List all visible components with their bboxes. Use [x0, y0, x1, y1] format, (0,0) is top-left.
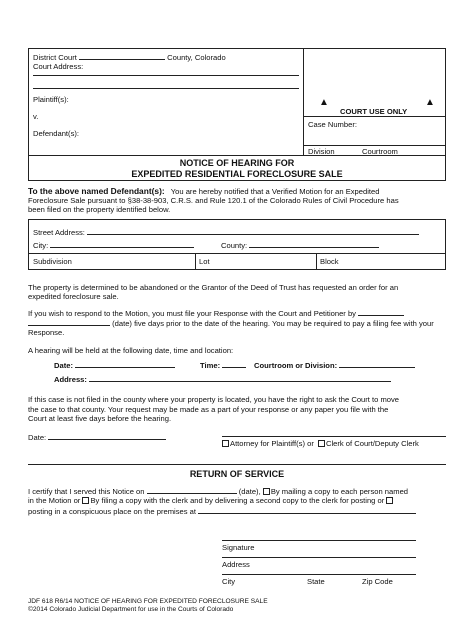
signoff-options	[222, 439, 419, 448]
footer-line-1: JDF 618 R6/14 NOTICE OF HEARING FOR EXPEDITED FORECLOSURE SALE	[28, 598, 268, 605]
return-of-service-heading: RETURN OF SERVICE	[189, 469, 285, 479]
hearing-date-field[interactable]	[75, 360, 175, 368]
title-line-1: NOTICE OF HEARING FOR	[179, 158, 295, 168]
served-on-field[interactable]	[147, 486, 237, 494]
county-line	[221, 240, 379, 250]
signoff-date-line	[28, 432, 166, 442]
attorney-option-label: Attorney for Plaintiff(s) or	[230, 439, 314, 448]
courtroom-caption-label: Courtroom	[362, 147, 398, 156]
intro-line-3: been filed on the property identified below.	[28, 205, 171, 214]
subdivision-label: Subdivision	[33, 257, 72, 266]
address-line[interactable]	[222, 557, 416, 558]
block-divider	[316, 253, 317, 270]
city-label: City:	[33, 241, 49, 250]
hearing-time-label: Time:	[200, 361, 221, 370]
street-address-field[interactable]	[87, 227, 419, 235]
signoff-signature-line[interactable]	[222, 436, 446, 437]
county-field[interactable]	[249, 240, 379, 248]
return-text-1c: By mailing a copy to each person named	[270, 487, 409, 496]
return-text-1b: (date),	[238, 487, 261, 496]
clerk-option-label: Clerk of Court/Deputy Clerk	[325, 439, 419, 448]
court-address-line-2[interactable]	[33, 88, 299, 89]
hearing-date-label: Date:	[54, 361, 73, 370]
hearing-date-line	[54, 360, 175, 370]
street-address-line	[33, 227, 419, 237]
mailing-checkbox[interactable]	[263, 488, 270, 495]
plaintiff-label: Plaintiff(s):	[33, 95, 69, 104]
court-use-only-label: COURT USE ONLY	[340, 107, 408, 116]
court-use-divider	[303, 116, 446, 117]
hearing-courtroom-line	[254, 360, 415, 370]
case-number-label: Case Number:	[308, 120, 357, 129]
return-text-1a: I certify that I served this Notice on	[28, 487, 145, 496]
city-label-return: City	[222, 577, 236, 586]
abandoned-line-1: The property is determined to be abandoned or the Grantor of the Deed of Trust has requested an order for an	[28, 283, 399, 292]
hearing-courtroom-field[interactable]	[339, 360, 415, 368]
posting-checkbox[interactable]	[386, 497, 393, 504]
versus-label: v.	[33, 112, 39, 121]
lot-divider	[195, 253, 196, 270]
respond-line-3: Response.	[28, 328, 65, 337]
intro-line-2: Foreclosure Sale pursuant to §38-38-903, C.R.S. and Rule 120.1 of the Colorado Rules of Civil Procedure has	[28, 196, 399, 205]
zip-label: Zip Code	[362, 577, 393, 586]
property-divider	[28, 253, 446, 254]
district-court-label: District Court	[33, 53, 77, 62]
return-text-2b: By filing a copy with the clerk and by delivering a second copy to the clerk for posting or	[90, 496, 385, 505]
return-top-rule	[28, 464, 446, 465]
city-line	[33, 240, 194, 250]
return-text-3: posting in a conspicuous place on the premises at	[28, 507, 197, 516]
caption-divider	[303, 48, 304, 156]
block-label: Block	[320, 257, 339, 266]
footer-line-2: ©2014 Colorado Judicial Department for use in the Courts of Colorado	[28, 606, 234, 613]
up-arrow-icon-left: ▲	[319, 97, 329, 108]
defendant-label: Defendant(s):	[33, 129, 80, 138]
county-note-line-2: the case to that county. Your request may be made as a part of your response or any paper you file with the	[28, 405, 389, 414]
court-address-line-1[interactable]	[33, 75, 299, 76]
signature-label: Signature	[222, 543, 255, 552]
state-label: State	[307, 577, 325, 586]
district-court-field[interactable]	[79, 52, 165, 60]
intro-line-1	[28, 186, 446, 197]
title-line-2: EXPEDITED RESIDENTIAL FORECLOSURE SALE	[131, 169, 343, 179]
division-label: Division	[308, 147, 335, 156]
city-state-zip-line[interactable]	[222, 574, 416, 575]
lot-label: Lot	[199, 257, 210, 266]
court-address-label: Court Address:	[33, 62, 84, 71]
up-arrow-icon-right: ▲	[425, 97, 435, 108]
city-field[interactable]	[50, 240, 194, 248]
property-county-label: County:	[221, 241, 248, 250]
street-address-label: Street Address:	[33, 228, 85, 237]
hearing-time-field[interactable]	[222, 360, 246, 368]
respond-line-2	[28, 318, 434, 328]
hearing-courtroom-label: Courtroom or Division:	[254, 361, 338, 370]
intro-text-1: You are hereby notified that a Verified Motion for an Expedited	[170, 187, 380, 196]
county-label: County, Colorado	[167, 53, 226, 62]
clerk-checkbox[interactable]	[318, 440, 325, 447]
district-court-line	[33, 52, 226, 62]
division-divider	[303, 145, 446, 146]
intro-lead: To the above named Defendant(s):	[28, 186, 165, 196]
return-line-1	[28, 486, 408, 496]
return-line-3	[28, 506, 416, 516]
respond-text-1: If you wish to respond to the Motion, you must file your Response with the Court and Petitioner by	[28, 309, 356, 318]
return-line-2	[28, 496, 394, 505]
hearing-address-line	[54, 374, 391, 384]
signoff-date-field[interactable]	[48, 432, 166, 440]
return-text-2a: in the Motion or	[28, 496, 81, 505]
hearing-address-label: Address:	[54, 375, 87, 384]
caption-box	[28, 48, 446, 156]
respond-text-2: (date) five days prior to the date of the hearing. You may be required to pay a filing fee with your	[112, 319, 434, 328]
abandoned-line-2: expedited foreclosure sale.	[28, 292, 119, 301]
hearing-intro: A hearing will be held at the following date, time and location:	[28, 346, 234, 355]
respond-by-field[interactable]	[358, 308, 404, 316]
signoff-date-label: Date:	[28, 433, 47, 442]
premises-field[interactable]	[198, 506, 416, 514]
hearing-address-field[interactable]	[89, 374, 391, 382]
filing-checkbox[interactable]	[82, 497, 89, 504]
county-note-line-3: Court at least five days before the hearing.	[28, 414, 172, 423]
attorney-checkbox[interactable]	[222, 440, 229, 447]
address-label: Address	[222, 560, 250, 569]
hearing-time-line	[200, 360, 246, 370]
signature-line[interactable]	[222, 540, 416, 541]
respond-date-field[interactable]	[28, 318, 110, 326]
respond-line-1	[28, 308, 404, 318]
county-note-line-1: If this case is not filed in the county where your property is located, you have the right to ask the Court to move	[28, 395, 400, 404]
